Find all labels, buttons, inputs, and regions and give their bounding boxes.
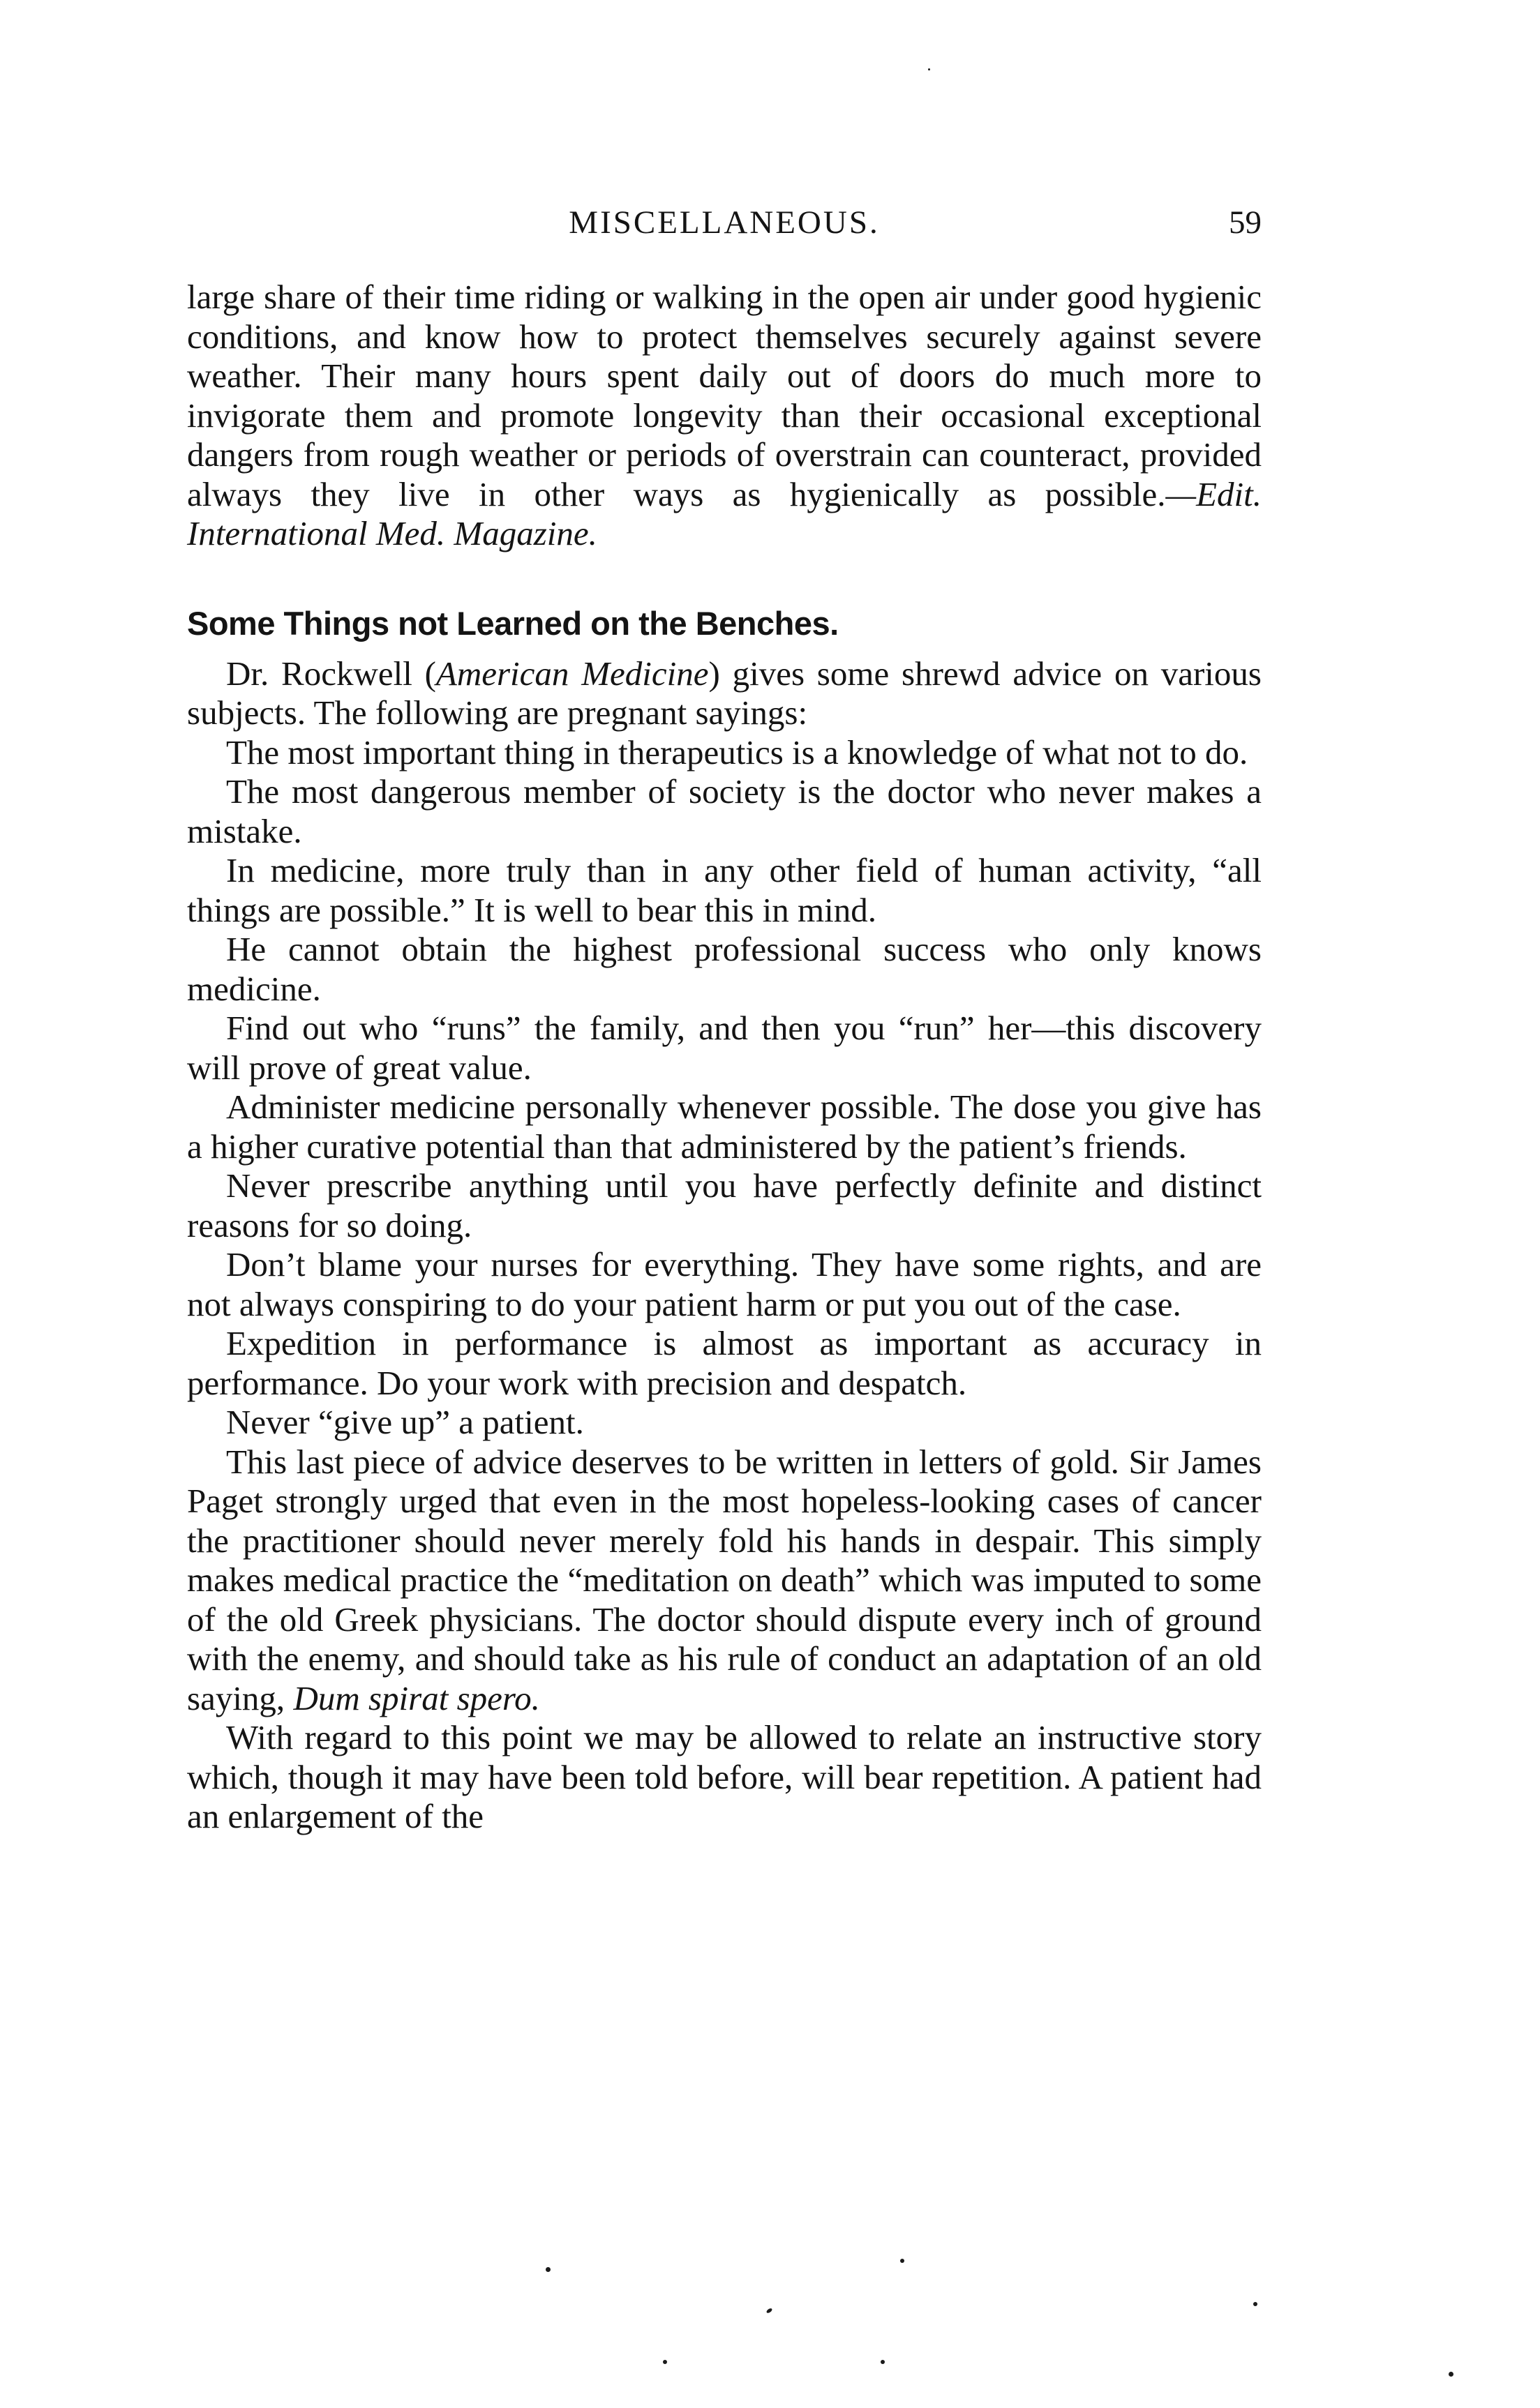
opening-citation: —Edit. International Med. Magazine. bbox=[187, 474, 1262, 552]
saying: Never prescribe anything until you have perfectly definite and distinct reasons for so doing. bbox=[187, 1166, 1262, 1244]
scan-speck bbox=[765, 2308, 772, 2314]
saying: Don’t blame your nurses for everything. They have some rights, and are not always conspiring to do your patient harm or put you out of the case. bbox=[187, 1245, 1262, 1323]
body-text bbox=[187, 278, 1262, 1837]
saying: Never “give up” a patient. bbox=[226, 1403, 584, 1441]
scan-speck bbox=[663, 2360, 667, 2364]
saying: The most important thing in therapeutics is a knowledge of what not to do. bbox=[226, 732, 1248, 772]
intro-source: American Medicine bbox=[435, 654, 709, 693]
opening-text: large share of their time riding or walking in the open air under good hygienic conditions, and know how to protect themselves securely against severe weather. Their many hours spent daily out of doors do much more to invigorate them and promote longevity than their occasional exceptional dangers from rough weather or periods of overstrain can counteract, provided always they live in other ways as hygienically as possible. bbox=[187, 278, 1262, 513]
saying: The most dangerous member of society is the doctor who never makes a mistake. bbox=[187, 772, 1262, 850]
commentary-paragraph bbox=[187, 1443, 1262, 1719]
running-head bbox=[187, 204, 1262, 253]
closing-paragraph: With regard to this point we may be allowed to relate an instructive story which, though it may have been told before, will bear repetition. A patient had an enlargement of the bbox=[187, 1718, 1262, 1835]
page-number: 59 bbox=[1229, 204, 1262, 241]
scan-speck bbox=[900, 2259, 904, 2263]
section-heading: Some Things not Learned on the Benches. bbox=[187, 604, 839, 642]
commentary-text: This last piece of advice deserves to be written in letters of gold. Sir James Paget strongly urged that even in the most hopeless-looking cases of cancer the practitioner should never merely fold his hands in despair. This simply makes medical practice the “meditation on death” which was imputed to some of the old Greek physicians. The doctor should dispute every inch of ground with the enemy, and should take as his rule of conduct an adaptation of an old saying, bbox=[187, 1442, 1262, 1717]
scan-speck bbox=[881, 2360, 885, 2364]
commentary-motto: Dum spirat spero. bbox=[293, 1678, 540, 1717]
saying: Administer medicine personally whenever possible. The dose you give has a higher curative potential than that administered by the patient’s friends. bbox=[187, 1088, 1262, 1166]
saying: In medicine, more truly than in any other field of human activity, “all things are possible.” It is well to bear this in mind. bbox=[187, 851, 1262, 929]
running-title: MISCELLANEOUS. bbox=[569, 204, 880, 241]
saying: Expedition in performance is almost as important as accuracy in performance. Do your work with precision and despatch. bbox=[187, 1324, 1262, 1402]
intro-after: ) gives some shrewd advice on various subjects. The following are pregnant sayings: bbox=[187, 654, 1262, 732]
saying: He cannot obtain the highest professional success who only knows medicine. bbox=[187, 930, 1262, 1008]
scan-speck bbox=[546, 2267, 551, 2272]
saying: Find out who “runs” the family, and then you “run” her—this discovery will prove of great value. bbox=[187, 1009, 1262, 1087]
scan-speck bbox=[1449, 2372, 1453, 2377]
scan-speck bbox=[928, 68, 930, 70]
scan-speck bbox=[1253, 2302, 1257, 2306]
intro-before: Dr. Rockwell ( bbox=[226, 654, 436, 693]
intro-paragraph bbox=[187, 654, 1262, 733]
opening-paragraph bbox=[187, 278, 1262, 554]
